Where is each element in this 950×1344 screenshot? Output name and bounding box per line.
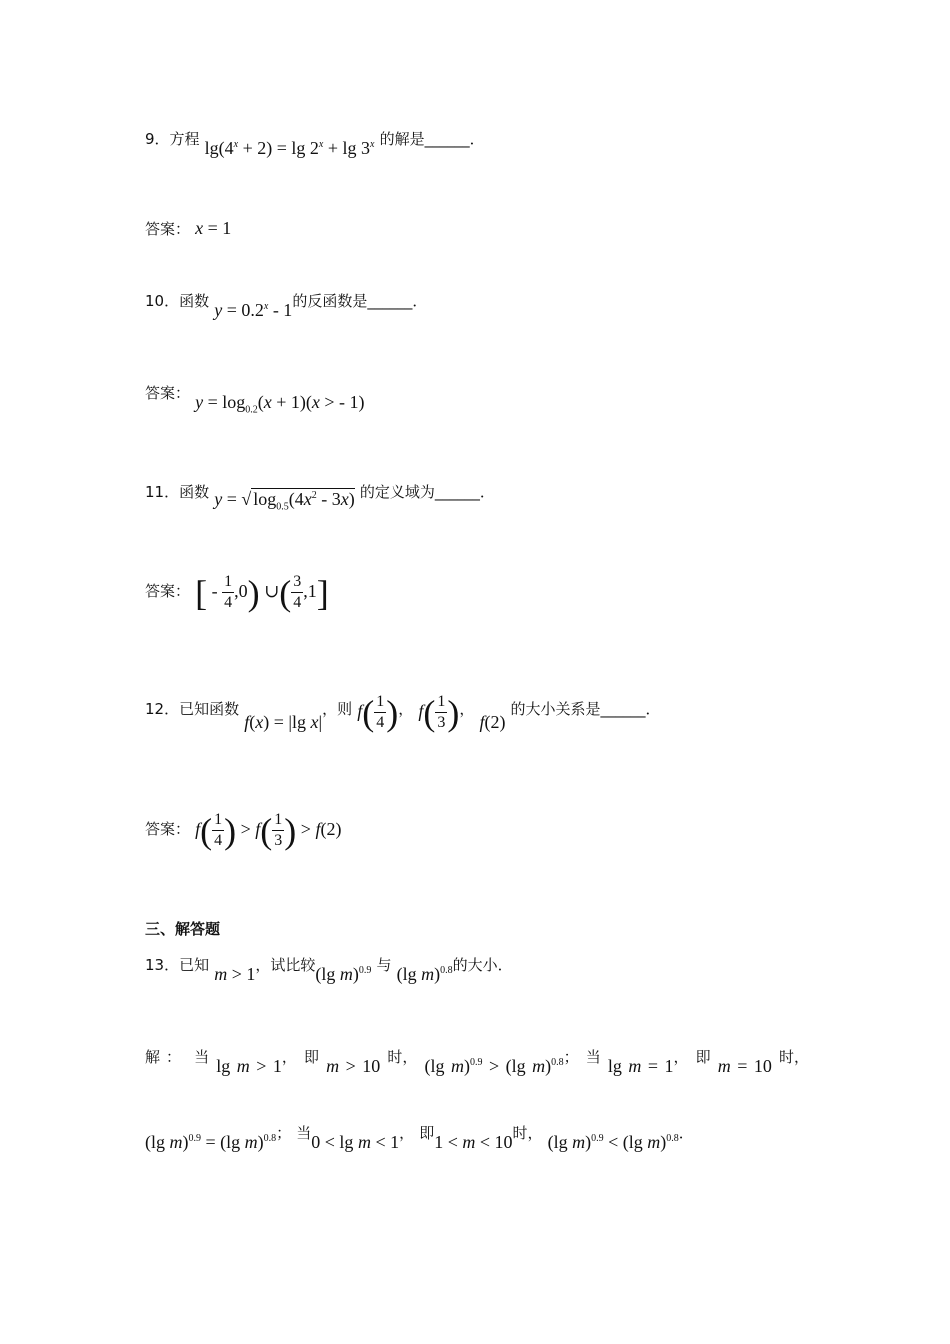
section-title-line bbox=[145, 918, 220, 939]
q9-prefix: 方程 bbox=[169, 130, 200, 148]
q9-equation: $\lg(4^x + 2) = \lg 2^x + \lg 3^x$ bbox=[204, 138, 375, 158]
q11-answer bbox=[145, 572, 329, 613]
q10-number: 10． bbox=[145, 292, 180, 310]
q11-answer-label: 答案： bbox=[145, 582, 191, 600]
q13-prefix: 已知 bbox=[179, 956, 210, 974]
solution-comma1: ， bbox=[281, 1048, 297, 1066]
solution-semi2: ； bbox=[276, 1124, 292, 1142]
q11-function: y = √ $\log_{0.5}(4x^2 - 3x)$ bbox=[214, 489, 355, 513]
q13-expr2: (lg m)$^{0.8}$ bbox=[396, 964, 453, 984]
solution-ie2: 即 bbox=[695, 1048, 711, 1066]
q10-answer-label: 答案： bbox=[145, 384, 191, 402]
solution-line2 bbox=[145, 1122, 694, 1152]
q12-number: 12． bbox=[145, 700, 180, 718]
section-title: 三、解答题 bbox=[145, 920, 221, 938]
solution-when1: 当 bbox=[194, 1048, 210, 1066]
q11-answer-value: [ - $\frac{1}{4}$ ,0) ∪( $\frac{3}{4}$ ,1] bbox=[195, 572, 329, 613]
solution-cond1: lg m > 1 bbox=[216, 1056, 282, 1076]
q12-then: ，则 bbox=[322, 700, 353, 718]
q12-comma2: ， bbox=[459, 700, 475, 718]
q12-f-quarter: f( $\frac{1}{4}$ ) bbox=[357, 692, 399, 733]
solution-end: ． bbox=[678, 1124, 694, 1142]
solution-ie1: 即 bbox=[304, 1048, 320, 1066]
q12-f-third: f( $\frac{1}{3}$ ) bbox=[418, 692, 460, 733]
solution-line1 bbox=[145, 1046, 809, 1076]
solution-range2: m = 10 bbox=[717, 1056, 772, 1076]
q11-prefix: 函数 bbox=[179, 483, 210, 501]
q12-answer bbox=[145, 810, 341, 851]
solution-shi1: 时， bbox=[387, 1048, 418, 1066]
solution-result3: (lg m)$^{0.9}$ < (lg m)$^{0.8}$ bbox=[547, 1132, 679, 1152]
solution-comma2: ， bbox=[673, 1048, 689, 1066]
solution-when2: 当 bbox=[585, 1048, 601, 1066]
solution-cond2: lg m = 1 bbox=[607, 1056, 674, 1076]
solution-range1: m > 10 bbox=[326, 1056, 381, 1076]
solution-range3: 1 < m < 10 bbox=[434, 1132, 513, 1152]
q9-answer-value: x = 1 bbox=[195, 218, 232, 238]
q10-suffix: 的反函数是______． bbox=[292, 292, 428, 310]
q13-and: 与 bbox=[376, 956, 392, 974]
q12-line bbox=[145, 692, 661, 733]
q11-line bbox=[145, 480, 495, 513]
q12-answer-label: 答案： bbox=[145, 820, 191, 838]
q13-condition: m > 1 bbox=[214, 964, 256, 984]
q13-number: 13． bbox=[145, 956, 180, 974]
q12-f-two: f(2) bbox=[479, 712, 506, 732]
q12-suffix: 的大小关系是______． bbox=[510, 700, 661, 718]
solution-ie3: 即 bbox=[419, 1124, 435, 1142]
q9-answer bbox=[145, 218, 231, 239]
q10-answer bbox=[145, 382, 365, 416]
solution-shi2: 时， bbox=[778, 1048, 809, 1066]
q9-answer-label: 答案： bbox=[145, 220, 191, 238]
solution-result1: (lg m)$^{0.9}$ > (lg m)$^{0.8}$ bbox=[424, 1056, 564, 1076]
solution-result2: (lg m)$^{0.9}$ = (lg m)$^{0.8}$ bbox=[145, 1132, 277, 1152]
q12-comma1: ， bbox=[398, 700, 414, 718]
q13-expr1: (lg m)$^{0.9}$ bbox=[315, 964, 372, 984]
q10-line bbox=[145, 290, 428, 320]
solution-label: 解： bbox=[145, 1048, 188, 1066]
q12-answer-value: f( $\frac{1}{4}$ ) > f( $\frac{1}{3}$ ) > f(2) bbox=[195, 810, 342, 851]
q9-line bbox=[145, 128, 485, 158]
q13-compare: ，试比较 bbox=[255, 956, 316, 974]
q11-suffix: 的定义域为______． bbox=[359, 483, 495, 501]
q9-number: 9． bbox=[145, 130, 170, 148]
solution-comma3: ， bbox=[399, 1124, 415, 1142]
q10-answer-value: $y = \log_{0.2}(x + 1)(x$ > - 1) bbox=[195, 392, 365, 416]
q12-function: f(x) = |lg x| bbox=[244, 712, 323, 732]
solution-semi1: ； bbox=[563, 1048, 579, 1066]
q12-prefix: 已知函数 bbox=[179, 700, 240, 718]
solution-when3: 当 bbox=[296, 1124, 312, 1142]
q13-suffix: 的大小． bbox=[452, 956, 513, 974]
q13-line bbox=[145, 954, 513, 984]
solution-cond3: 0 < lg m < 1 bbox=[311, 1132, 400, 1152]
q11-number: 11． bbox=[145, 483, 180, 501]
q10-prefix: 函数 bbox=[179, 292, 210, 310]
q10-function: $y = 0.2^x - 1$ bbox=[214, 300, 293, 320]
solution-shi3: 时， bbox=[512, 1124, 543, 1142]
q9-suffix: 的解是______． bbox=[379, 130, 485, 148]
